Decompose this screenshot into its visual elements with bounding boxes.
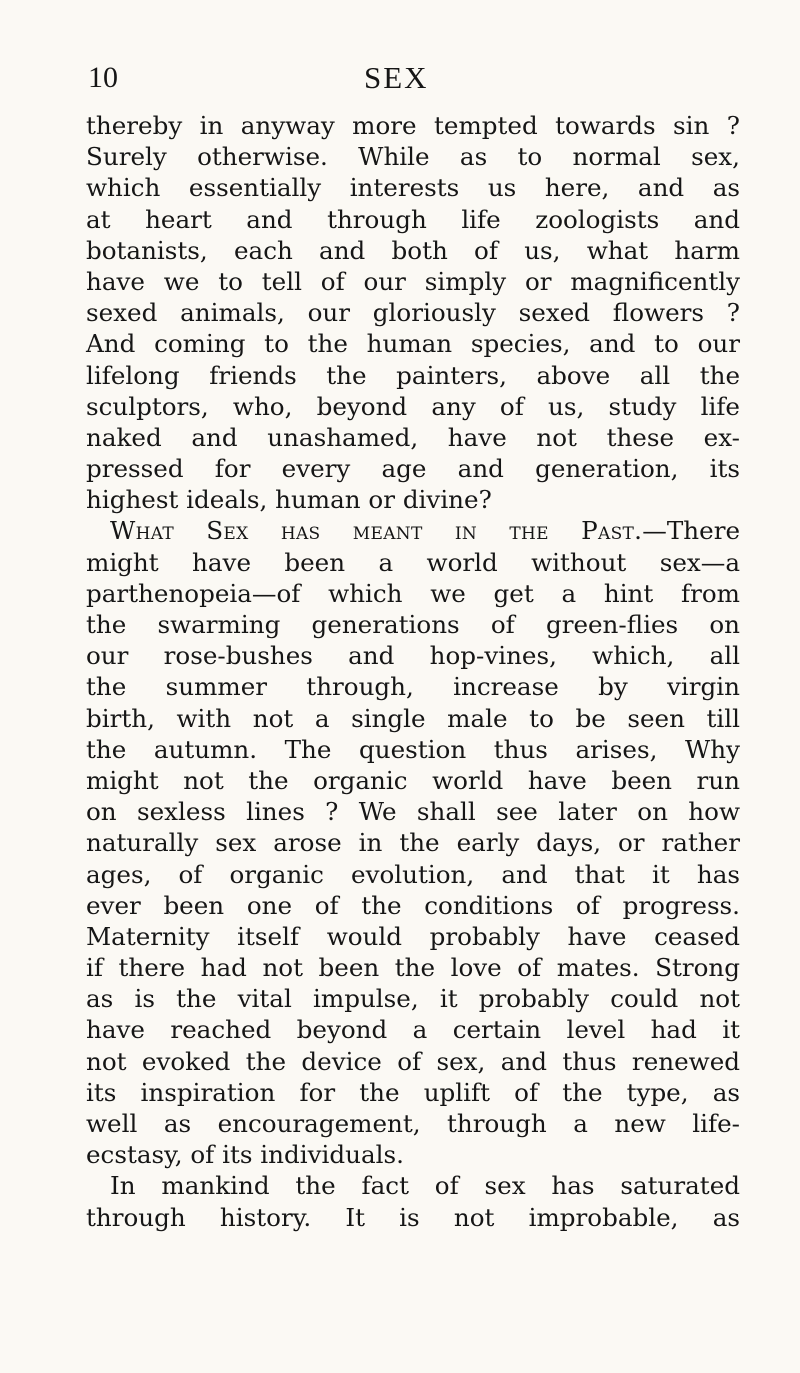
text-line: at heart and through life zoologists and — [86, 204, 740, 234]
text-line: ecstasy, of its individuals. — [86, 1140, 404, 1170]
text-line: the autumn. The question thus arises, Why — [86, 734, 740, 764]
text-line: have reached beyond a certain level had it — [86, 1015, 740, 1045]
page-number: 10 — [88, 61, 118, 94]
text-line: sculptors, who, beyond any of us, study life — [86, 391, 740, 421]
text-line: well as encouragement, through a new life- — [86, 1109, 740, 1138]
text-line: highest ideals, human or divine? — [86, 485, 492, 515]
running-head-title: SEX — [364, 60, 429, 95]
text-line: parthenopeia—of which we get a hint from — [86, 578, 740, 608]
text-line: Maternity itself would probably have ceased — [86, 921, 740, 951]
text-line: ages, of organic evolution, and that it has — [86, 859, 740, 889]
text-line: the summer through, increase by virgin — [86, 672, 740, 702]
text-line: might not the organic world have been run — [86, 765, 740, 795]
text-line: not evoked the device of sex, and thus renewed — [86, 1046, 740, 1076]
section-heading: What Sex has meant in the Past. — [110, 516, 643, 546]
text-line: lifelong friends the painters, above all the — [86, 360, 740, 390]
text-line: botanists, each and both of us, what harm — [86, 235, 740, 265]
body-text — [86, 110, 740, 1233]
text-line: Surely otherwise. While as to normal sex, — [86, 142, 740, 172]
text-line: through history. It is not improbable, as — [86, 1202, 740, 1232]
text-line: And coming to the human species, and to our — [86, 329, 740, 359]
text-line: as is the vital impulse, it probably could not — [86, 984, 740, 1014]
text-line: its inspiration for the uplift of the type, as — [86, 1077, 740, 1107]
text-line: if there had not been the love of mates. Strong — [86, 953, 740, 983]
text-line: naked and unashamed, have not these ex- — [86, 422, 740, 452]
text-line: sexed animals, our gloriously sexed flowers ? — [86, 298, 740, 328]
text-line: —There — [642, 516, 740, 546]
text-line: on sexless lines ? We shall see later on how — [86, 797, 740, 827]
text-line: naturally sex arose in the early days, or rather — [86, 828, 740, 858]
text-line: which essentially interests us here, and as — [86, 173, 740, 203]
section-heading-line — [86, 515, 740, 546]
text-line: birth, with not a single male to be seen till — [86, 703, 740, 733]
text-line: thereby in anyway more tempted towards sin ? — [86, 111, 740, 140]
text-line: have we to tell of our simply or magnificently — [86, 266, 740, 296]
text-line: In mankind the fact of sex has saturated — [110, 1171, 740, 1201]
text-line: our rose-bushes and hop-vines, which, all — [86, 641, 740, 671]
text-line: might have been a world without sex—a — [86, 547, 740, 577]
text-line: the swarming generations of green-flies on — [86, 610, 740, 639]
text-line: pressed for every age and generation, its — [86, 454, 740, 484]
text-line: ever been one of the conditions of progress. — [86, 890, 740, 920]
running-head — [88, 44, 738, 104]
